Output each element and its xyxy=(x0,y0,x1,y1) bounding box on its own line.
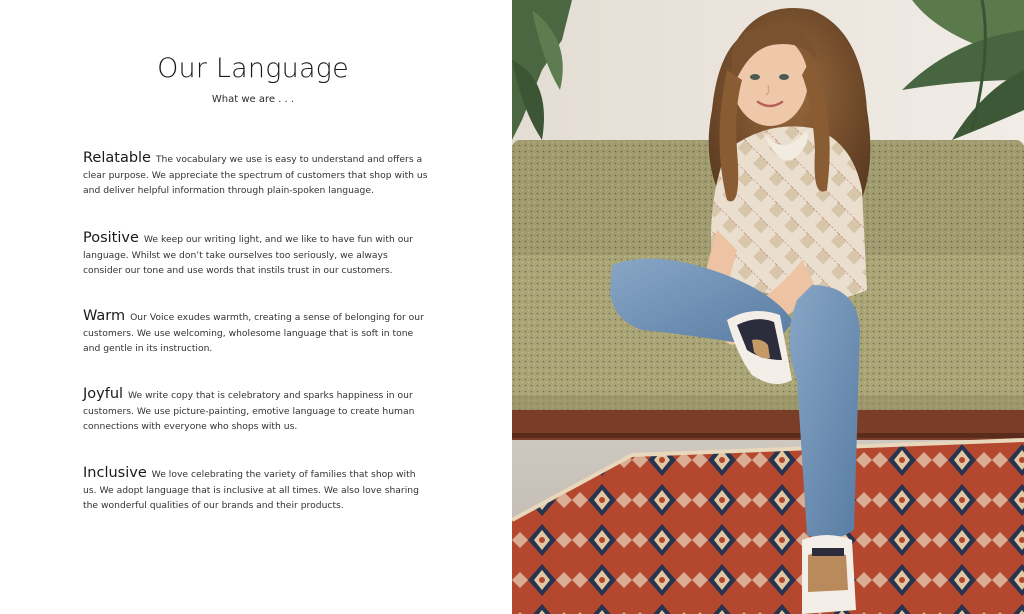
hero-photo xyxy=(512,0,1024,614)
section-text: We write copy that is celebratory and sparks happiness in our customers. We use picture-painting, emotive language to create human connections with everyone who shops with us. xyxy=(83,390,415,433)
page-title: Our Language xyxy=(157,53,349,84)
section-joyful xyxy=(83,387,428,435)
section-term: Positive xyxy=(83,230,139,246)
photo-illustration xyxy=(512,0,1024,614)
section-positive xyxy=(83,231,428,279)
section-text: We love celebrating the variety of families that shop with us. We adopt language that is inclusive at all times. We also love sharing the wonderful qualities of our brands and their products. xyxy=(83,469,419,512)
section-term: Relatable xyxy=(83,150,151,166)
section-text: Our Voice exudes warmth, creating a sense of belonging for our customers. We use welcoming, wholesome language that is soft in tone and gentle in its instruction. xyxy=(83,312,424,355)
section-inclusive xyxy=(83,466,428,514)
section-text: The vocabulary we use is easy to understand and offers a clear purpose. We appreciate the spectrum of customers that shop with us and deliver helpful information through plain-spoken language. xyxy=(83,154,428,197)
section-term: Joyful xyxy=(83,386,124,402)
page-subtitle: What we are . . . xyxy=(211,94,295,105)
section-term: Warm xyxy=(83,308,126,324)
section-text: We keep our writing light, and we like to have fun with our language. Whilst we don’t take ourselves too seriously, we always consider our tone and use words that instils trust in our customers. xyxy=(83,234,413,277)
section-relatable xyxy=(83,151,428,199)
section-warm xyxy=(83,309,428,357)
section-term: Inclusive xyxy=(83,465,147,481)
